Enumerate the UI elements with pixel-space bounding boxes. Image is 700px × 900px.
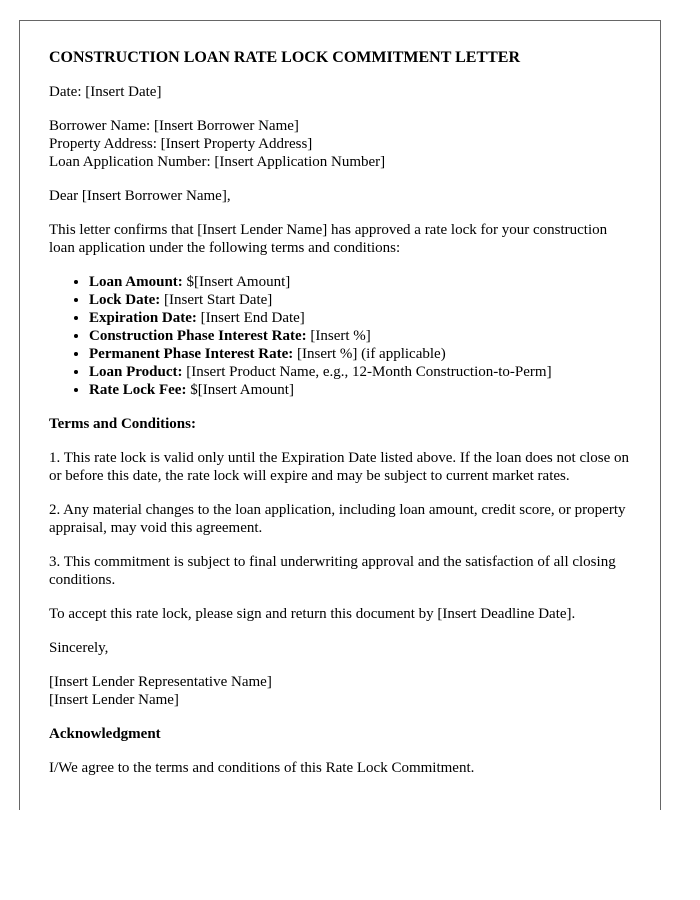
borrower-info [49,117,631,171]
letter-title: CONSTRUCTION LOAN RATE LOCK COMMITMENT LETTER [49,49,521,66]
condition-1: 1. This rate lock is valid only until the Expiration Date listed above. If the loan does not close on or before this date, the rate lock will expire and may be subject to current market rates. [49,450,630,484]
closing: Sincerely, [49,640,109,656]
application-number-line: Loan Application Number: [Insert Application Number] [49,154,386,170]
term-loan-amount [89,273,631,291]
acceptance-instructions: To accept this rate lock, please sign and return this document by [Insert Deadline Date]. [49,606,576,622]
term-lock-date [89,291,631,309]
signature-block [49,673,631,709]
conditions-heading: Terms and Conditions: [49,416,196,432]
lender-representative-name: [Insert Lender Representative Name] [49,674,272,690]
intro-paragraph: This letter confirms that [Insert Lender Name] has approved a rate lock for your construction loan application under the following terms and conditions: [49,222,608,256]
term-rate-lock-fee [89,381,631,399]
borrower-name-line: Borrower Name: [Insert Borrower Name] [49,118,299,134]
term-label: Loan Product: [89,364,183,380]
term-label: Lock Date: [89,292,161,308]
term-label: Construction Phase Interest Rate: [89,328,307,344]
term-label: Expiration Date: [89,310,197,326]
term-construction-rate [89,327,631,345]
term-label: Rate Lock Fee: [89,382,187,398]
letter-page [19,20,661,810]
lender-name: [Insert Lender Name] [49,692,179,708]
term-loan-product [89,363,631,381]
term-value: [Insert %] (if applicable) [293,346,446,362]
condition-3: 3. This commitment is subject to final underwriting approval and the satisfaction of all closing conditions. [49,554,616,588]
term-value: [Insert %] [306,328,371,344]
term-value: [Insert End Date] [196,310,305,326]
term-value: $[Insert Amount] [186,382,294,398]
salutation: Dear [Insert Borrower Name], [49,188,231,204]
term-permanent-rate [89,345,631,363]
property-address-line: Property Address: [Insert Property Address] [49,136,313,152]
term-value: [Insert Product Name, e.g., 12-Month Construction-to-Perm] [182,364,552,380]
acknowledgment-heading: Acknowledgment [49,726,161,742]
terms-list [49,273,631,399]
date-line: Date: [Insert Date] [49,84,162,100]
term-label: Permanent Phase Interest Rate: [89,346,294,362]
term-expiration-date [89,309,631,327]
condition-2: 2. Any material changes to the loan application, including loan amount, credit score, or property appraisal, may void this agreement. [49,502,626,536]
acknowledgment-text: I/We agree to the terms and conditions of this Rate Lock Commitment. [49,760,475,776]
term-label: Loan Amount: [89,274,183,290]
term-value: $[Insert Amount] [182,274,291,290]
term-value: [Insert Start Date] [160,292,273,308]
